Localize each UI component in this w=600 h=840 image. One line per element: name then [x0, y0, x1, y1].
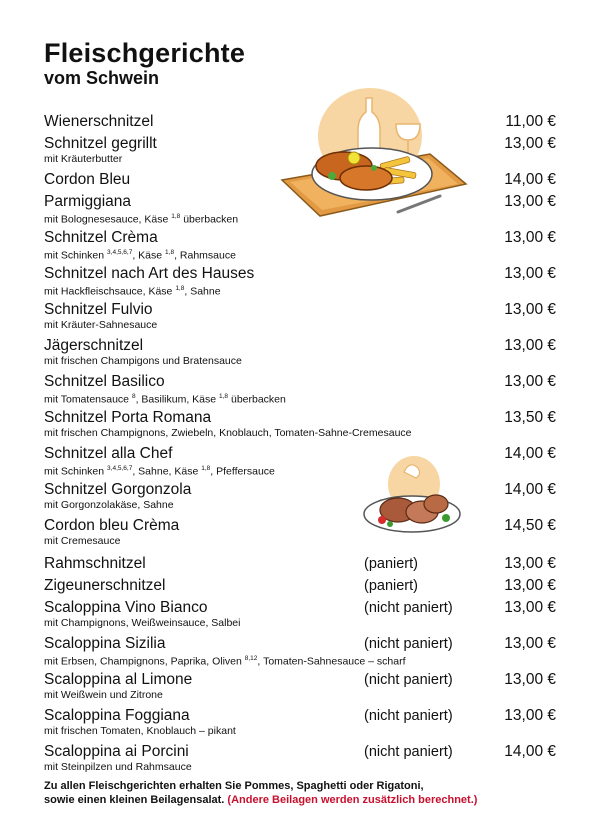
description-text: mit frischen Champigons und Bratensauce — [44, 355, 242, 367]
description-text: mit Schinken — [44, 465, 108, 478]
footer-line-2 — [44, 793, 477, 807]
dish-price: 13,00 € — [504, 301, 556, 318]
dish-price: 13,00 € — [504, 229, 556, 246]
dish-name: Schnitzel gegrillt — [44, 135, 157, 152]
footer-line-2-text: sowie einen kleinen Beilagensalat. — [44, 794, 225, 806]
menu-item — [44, 516, 560, 547]
dish-name: Zigeunerschnitzel — [44, 577, 166, 594]
dish-description — [44, 355, 560, 367]
dish-price: 13,00 € — [504, 265, 556, 282]
description-text: mit Kräuter-Sahnesauce — [44, 319, 158, 331]
dish-price: 13,00 € — [504, 135, 556, 152]
allergen-codes: 1,8 — [175, 285, 185, 292]
dish-description — [44, 427, 560, 439]
menu-item — [44, 264, 560, 298]
menu-item — [44, 170, 560, 190]
dish-price: 14,00 € — [504, 171, 556, 188]
dish-name: Parmiggiana — [44, 193, 132, 210]
dish-name: Schnitzel Fulvio — [44, 301, 153, 318]
description-text: mit Bolognesesauce, Käse — [44, 213, 172, 226]
dish-name: Scaloppina Foggiana — [44, 707, 190, 724]
menu-item — [44, 598, 560, 629]
dish-description — [44, 617, 560, 629]
dish-description — [44, 761, 560, 773]
dish-name: Schnitzel nach Art des Hauses — [44, 265, 255, 282]
dish-name: Jägerschnitzel — [44, 337, 144, 354]
breading-note: (paniert) — [364, 556, 418, 572]
footer-extra-note: (Andere Beilagen werden zusätzlich berechnet.) — [227, 794, 478, 806]
menu-item — [44, 706, 560, 737]
menu-item — [44, 444, 560, 478]
dish-description — [44, 689, 560, 701]
description-text: mit frischen Tomaten, Knoblauch – pikant — [44, 725, 236, 737]
description-text: , Pfeffersauce — [210, 465, 275, 478]
breading-note: (nicht paniert) — [364, 672, 453, 688]
description-text: , Tomaten-Sahnesauce – scharf — [257, 655, 406, 668]
breading-note: (nicht paniert) — [364, 600, 453, 616]
description-text: mit Champignons, Weißweinsauce, Salbei — [44, 617, 241, 629]
dish-price: 13,00 € — [504, 555, 556, 572]
dish-name: Scaloppina Sizilia — [44, 635, 166, 652]
dish-name: Schnitzel Crèma — [44, 229, 158, 246]
footer-note — [44, 779, 477, 807]
breading-note: (nicht paniert) — [364, 708, 453, 724]
dish-price: 13,00 € — [504, 707, 556, 724]
breading-note: (nicht paniert) — [364, 744, 453, 760]
dish-name: Scaloppina Vino Bianco — [44, 599, 208, 616]
menu-item — [44, 742, 560, 773]
description-text: mit Weißwein und Zitrone — [44, 689, 163, 701]
dish-description — [44, 211, 560, 226]
description-text: mit frischen Champignons, Zwiebeln, Knoblauch, Tomaten-Sahne-Cremesauce — [44, 427, 412, 439]
menu-item — [44, 408, 560, 439]
dish-description — [44, 535, 560, 547]
description-text: überbacken — [180, 213, 239, 226]
dish-price: 13,50 € — [504, 409, 556, 426]
menu-item — [44, 634, 560, 668]
description-text: mit Steinpilzen und Rahmsauce — [44, 761, 192, 773]
dish-price: 13,00 € — [504, 671, 556, 688]
description-text: mit Hackfleischsauce, Käse — [44, 285, 176, 298]
dish-description — [44, 247, 560, 262]
dish-description — [44, 499, 560, 511]
dish-description — [44, 725, 560, 737]
dish-name: Schnitzel Porta Romana — [44, 409, 212, 426]
description-text: mit Erbsen, Champignons, Paprika, Oliven — [44, 655, 245, 668]
allergen-codes: 3,4,5,6,7 — [107, 249, 133, 256]
dish-price: 11,00 € — [505, 113, 556, 130]
dish-name: Cordon bleu Crèma — [44, 517, 180, 534]
menu-item — [44, 134, 560, 165]
allergen-codes: 8 — [131, 393, 136, 400]
breading-note: (paniert) — [364, 578, 418, 594]
dish-price: 14,50 € — [504, 517, 556, 534]
breading-note: (nicht paniert) — [364, 636, 453, 652]
description-text: mit Tomatensauce — [44, 393, 132, 406]
dish-name: Cordon Bleu — [44, 171, 131, 188]
dish-description — [44, 153, 560, 165]
dish-price: 13,00 € — [504, 337, 556, 354]
dish-price: 13,00 € — [504, 373, 556, 390]
footer-line-1: Zu allen Fleischgerichten erhalten Sie Pommes, Spaghetti oder Rigatoni, — [44, 780, 424, 792]
description-text: , Sahne, Käse — [132, 465, 202, 478]
description-text: , Käse — [132, 249, 166, 262]
dish-price: 14,00 € — [504, 481, 556, 498]
dish-name: Schnitzel alla Chef — [44, 445, 173, 462]
dish-price: 13,00 € — [504, 577, 556, 594]
description-text: , Rahmsauce — [174, 249, 236, 262]
menu-item — [44, 192, 560, 226]
page-subtitle: vom Schwein — [44, 68, 160, 88]
menu-item — [44, 112, 560, 132]
menu-item — [44, 336, 560, 367]
description-text: , Sahne — [184, 285, 221, 298]
description-text: mit Schinken — [44, 249, 108, 262]
dish-description — [44, 653, 560, 668]
allergen-codes: 1,8 — [171, 213, 181, 220]
page-title: Fleischgerichte — [44, 38, 246, 68]
allergen-codes: 1,8 — [201, 465, 211, 472]
allergen-codes: 1,8 — [165, 249, 175, 256]
dish-name: Schnitzel Gorgonzola — [44, 481, 192, 498]
menu-item — [44, 372, 560, 406]
menu-item — [44, 228, 560, 262]
dish-description — [44, 283, 560, 298]
dish-description — [44, 319, 560, 331]
menu-item — [44, 480, 560, 511]
dish-price: 13,00 € — [504, 635, 556, 652]
description-text: überbacken — [228, 393, 286, 406]
dish-description — [44, 463, 560, 478]
allergen-codes: 3,4,5,6,7 — [107, 465, 133, 472]
dish-name: Rahmschnitzel — [44, 555, 146, 572]
dish-description — [44, 391, 560, 406]
dish-name: Wienerschnitzel — [44, 113, 154, 130]
menu-item — [44, 300, 560, 331]
dish-name: Scaloppina ai Porcini — [44, 743, 189, 760]
dish-price: 13,00 € — [504, 599, 556, 616]
dish-price: 14,00 € — [504, 445, 556, 462]
dish-price: 14,00 € — [504, 743, 556, 760]
dish-price: 13,00 € — [504, 193, 556, 210]
allergen-codes: 8,12 — [244, 655, 258, 662]
dish-name: Schnitzel Basilico — [44, 373, 165, 390]
dish-name: Scaloppina al Limone — [44, 671, 193, 688]
description-text: mit Cremesauce — [44, 535, 121, 547]
description-text: mit Kräuterbutter — [44, 153, 123, 165]
description-text: , Basilikum, Käse — [135, 393, 220, 406]
allergen-codes: 1,8 — [219, 393, 229, 400]
menu-item — [44, 576, 560, 596]
description-text: mit Gorgonzolakäse, Sahne — [44, 499, 174, 511]
menu-item — [44, 554, 560, 574]
menu-item — [44, 670, 560, 701]
